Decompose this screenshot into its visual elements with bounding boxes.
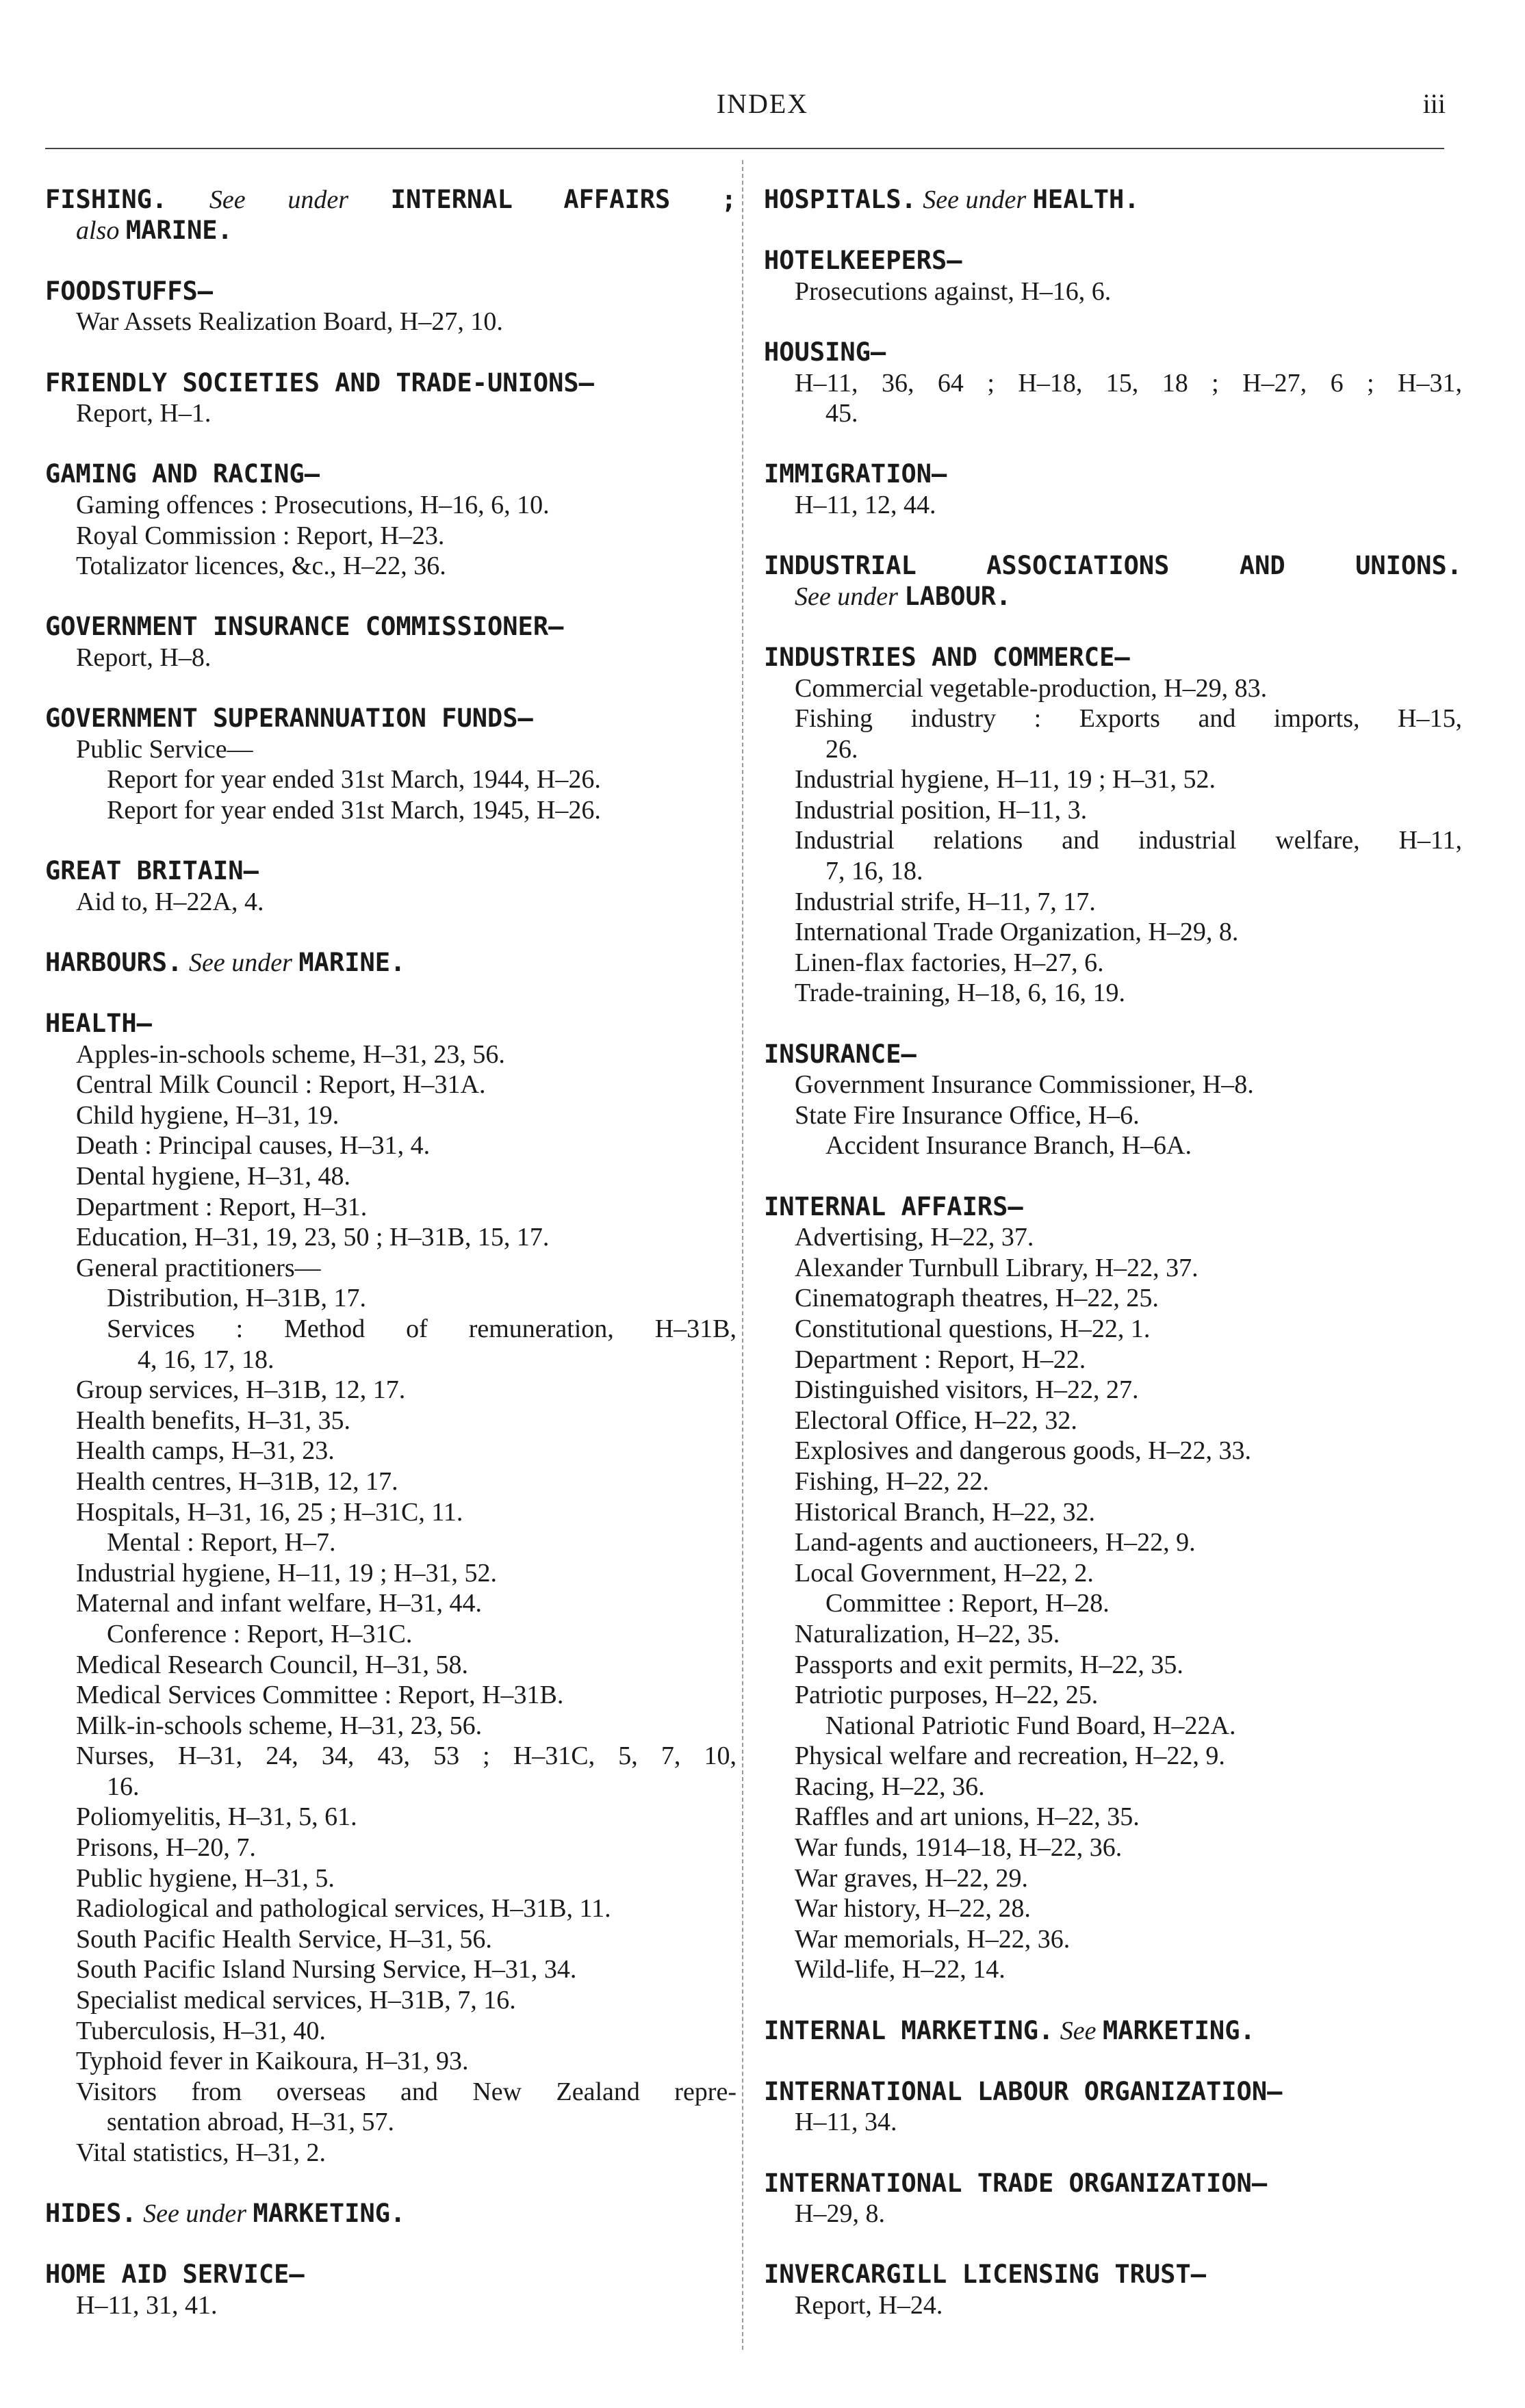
sub-entry: Industrial hygiene, H–11, 19 ; H–31, 52. [76,1558,497,1588]
sub-entry: Department : Report, H–31. [76,1192,368,1221]
entry-heading: HOME AID SERVICE— [45,2260,305,2290]
sub-entry: Racing, H–22, 36. [795,1772,985,1801]
sub-entry: Physical welfare and recreation, H–22, 9. [795,1742,1225,1771]
sub-entry: Land-agents and auctioneers, H–22, 9. [795,1528,1196,1557]
index-entry-housing [764,337,1462,429]
entry-heading: INTERNAL AFFAIRS— [764,1191,1023,1221]
index-entry-immigration [764,459,1462,520]
index-entry-home-aid [45,2260,736,2320]
index-entry-foodstuffs [45,276,736,337]
page-title: INDEX [716,88,809,119]
entry-heading: INTERNAL MARKETING. [764,2015,1054,2045]
sub-entry: Death : Principal causes, H–31, 4. [76,1131,431,1161]
sub-entry: Report, H–8. [76,643,212,672]
index-entry-internal-marketing [764,2016,1462,2047]
sub-entry: Distinguished visitors, H–22, 27. [795,1375,1139,1405]
sub-entry: National Patriotic Fund Board, H–22A. [825,1711,1236,1740]
sub-entry: Child hygiene, H–31, 19. [76,1100,339,1130]
index-entry-gaming-racing [45,459,736,581]
sub-entry: Raffles and art unions, H–22, 35. [795,1802,1140,1832]
sub-entry: H–11, 34. [795,2108,897,2137]
index-entry-internal-affairs [764,1192,1462,1985]
sub-entry: Prosecutions against, H–16, 6. [795,276,1112,306]
sub-entry: Tuberculosis, H–31, 40. [76,2016,326,2045]
sub-entry: Electoral Office, H–22, 32. [795,1406,1077,1435]
sub-entry: Radiological and pathological services, H–31B, 11. [76,1894,611,1924]
sub-entry: South Pacific Island Nursing Service, H–31, 34. [76,1955,577,1984]
index-entry-invercargill [764,2260,1462,2320]
entry-heading: FOODSTUFFS— [45,276,214,306]
sub-entry: International Trade Organization, H–29, 8. [795,918,1239,947]
page-number: iii [1422,88,1446,119]
sub-entry: War memorials, H–22, 36. [795,1924,1071,1954]
sub-entry: Industrial strife, H–11, 7, 17. [795,887,1096,916]
sub-entry: Maternal and infant welfare, H–31, 44. [76,1589,483,1618]
cross-reference: INTERNAL AFFAIRS ; [390,185,737,214]
see-reference: See under [143,2199,247,2229]
sub-entry: Public hygiene, H–31, 5. [76,1863,335,1893]
sub-entry: South Pacific Health Service, H–31, 56. [76,1924,492,1954]
index-entry-industries-commerce [764,643,1462,1009]
sub-entry: Central Milk Council : Report, H–31A. [76,1070,486,1100]
entry-heading: FISHING. [45,185,168,214]
sub-entry: Health centres, H–31B, 12, 17. [76,1466,398,1496]
entry-heading: INVERCARGILL LICENSING TRUST— [764,2260,1207,2290]
sub-entry: Dental hygiene, H–31, 48. [76,1162,351,1191]
sub-entry: Industrial hygiene, H–11, 19 ; H–31, 52. [795,765,1216,794]
sub-entry: Committee : Report, H–28. [825,1589,1110,1618]
sub-entry: Milk-in-schools scheme, H–31, 23, 56. [76,1711,483,1740]
index-entry-hotelkeepers [764,246,1462,307]
cross-reference: MARINE. [125,215,233,245]
sub-entry: Visitors from overseas and New Zealand repre- [76,2077,736,2106]
index-entry-hospitals [764,185,1462,216]
entry-heading: GAMING AND RACING— [45,459,320,489]
sub-entry: Prisons, H–20, 7. [76,1833,256,1863]
sub-entry: Advertising, H–22, 37. [795,1223,1034,1252]
sub-entry: General practitioners— [76,1253,321,1282]
index-entry-insurance [764,1039,1462,1161]
cross-reference: LABOUR. [904,581,1012,611]
sub-entry: Totalizator licences, &c., H–22, 36. [76,552,446,581]
sub-entry: H–11, 36, 64 ; H–18, 15, 18 ; H–27, 6 ; H–31, [795,368,1462,398]
entry-heading: INTERNATIONAL TRADE ORGANIZATION— [764,2168,1268,2198]
see-reference: See [1060,2016,1097,2045]
sub-entry: Health camps, H–31, 23. [76,1436,335,1466]
sub-entry: Naturalization, H–22, 35. [795,1619,1060,1648]
sub-entry: Trade-training, H–18, 6, 16, 19. [795,979,1126,1008]
index-entry-harbours [45,948,736,979]
sub-entry: H–11, 31, 41. [76,2290,218,2320]
sub-entry: Department : Report, H–22. [795,1345,1086,1374]
sub-entry: Public Service— [76,734,253,764]
index-entry-fishing [45,185,736,246]
index-entry-hides [45,2199,736,2229]
cross-reference: HEALTH. [1032,185,1140,214]
sub-entry: Specialist medical services, H–31B, 7, 16. [76,1986,516,2015]
see-also-reference: also [76,216,120,245]
cross-reference: MARKETING. [253,2199,406,2229]
sub-entry: Report for year ended 31st March, 1944, H–26. [107,765,601,794]
sub-entry: Government Insurance Commissioner, H–8. [795,1070,1254,1100]
sub-entry: Fishing industry : Exports and imports, H–15, [795,704,1462,734]
sub-entry: Education, H–31, 19, 23, 50 ; H–31B, 15, 17. [76,1223,550,1252]
sub-entry: Health benefits, H–31, 35. [76,1406,351,1435]
entry-heading: GOVERNMENT SUPERANNUATION FUNDS— [45,703,533,734]
sub-entry: Nurses, H–31, 24, 34, 43, 53 ; H–31C, 5, 7, 10, [76,1742,736,1771]
column-divider [742,160,743,2350]
sub-entry: Royal Commission : Report, H–23. [76,521,445,550]
cross-reference: MARINE. [298,947,406,977]
entry-heading: IMMIGRATION— [764,459,947,489]
sub-entry: Fishing, H–22, 22. [795,1466,989,1496]
sub-entry-continued: 16. [107,1772,140,1801]
sub-entry: Accident Insurance Branch, H–6A. [825,1131,1192,1161]
see-reference: See under [188,948,292,977]
see-reference: See under [923,185,1027,214]
sub-entry: Group services, H–31B, 12, 17. [76,1375,406,1405]
sub-entry: H–29, 8. [795,2199,885,2229]
sub-entry: Commercial vegetable-production, H–29, 83. [795,673,1268,703]
entry-heading: INSURANCE— [764,1039,917,1069]
sub-entry: War graves, H–22, 29. [795,1863,1028,1893]
sub-entry: Passports and exit permits, H–22, 35. [795,1650,1183,1679]
sub-entry: Apples-in-schools scheme, H–31, 23, 56. [76,1039,505,1069]
sub-entry: Industrial position, H–11, 3. [795,795,1088,825]
entry-heading: FRIENDLY SOCIETIES AND TRADE-UNIONS— [45,367,594,398]
sub-entry: Medical Services Committee : Report, H–31B. [76,1681,564,1710]
sub-entry: Report, H–24. [795,2290,943,2320]
sub-entry: Poliomyelitis, H–31, 5, 61. [76,1802,357,1832]
sub-entry: H–11, 12, 44. [795,490,936,519]
sub-entry: Services : Method of remuneration, H–31B, [107,1314,736,1343]
entry-heading: GREAT BRITAIN— [45,856,259,886]
sub-entry-continued: 45. [825,399,858,428]
sub-entry: Alexander Turnbull Library, H–22, 37. [795,1253,1199,1282]
cross-reference: MARKETING. [1102,2015,1255,2045]
sub-entry-continued: 4, 16, 17, 18. [138,1345,274,1374]
index-column-right [764,185,1462,2351]
sub-entry: Explosives and dangerous goods, H–22, 33. [795,1436,1252,1466]
sub-entry: Mental : Report, H–7. [107,1528,336,1557]
entry-heading: HIDES. [45,2199,137,2229]
sub-entry: Historical Branch, H–22, 32. [795,1497,1096,1527]
entry-heading: INDUSTRIAL ASSOCIATIONS AND UNIONS. [764,551,1462,581]
sub-entry: Patriotic purposes, H–22, 25. [795,1681,1099,1710]
sub-entry: Vital statistics, H–31, 2. [76,2138,326,2167]
index-entry-industrial-associations [764,551,1462,612]
sub-entry: Hospitals, H–31, 16, 25 ; H–31C, 11. [76,1497,463,1527]
entry-heading: HEALTH— [45,1009,152,1039]
sub-entry-continued: 26. [825,734,858,764]
sub-entry: Medical Research Council, H–31, 58. [76,1650,469,1679]
sub-entry: Typhoid fever in Kaikoura, H–31, 93. [76,2047,469,2076]
index-entry-great-britain [45,856,736,917]
sub-entry: Local Government, H–22, 2. [795,1558,1094,1588]
sub-entry-continued: 7, 16, 18. [825,857,923,886]
sub-entry: War history, H–22, 28. [795,1894,1031,1924]
index-column-left [45,185,736,2351]
sub-entry: Wild-life, H–22, 14. [795,1955,1005,1984]
sub-entry: Industrial relations and industrial welfare, H–11, [795,826,1462,855]
sub-entry: Cinematograph theatres, H–22, 25. [795,1284,1159,1313]
sub-entry: Aid to, H–22A, 4. [76,887,264,916]
sub-entry-continued: sentation abroad, H–31, 57. [107,2108,395,2137]
header-rule [45,148,1444,149]
see-reference: See under [209,185,348,214]
sub-entry: Linen-flax factories, H–27, 6. [795,948,1104,977]
sub-entry: Gaming offences : Prosecutions, H–16, 6, 10. [76,490,550,519]
sub-entry: War funds, 1914–18, H–22, 36. [795,1833,1123,1863]
entry-heading: HOSPITALS. [764,185,917,214]
sub-entry: Conference : Report, H–31C. [107,1619,413,1648]
sub-entry: War Assets Realization Board, H–27, 10. [76,307,503,337]
index-entry-ito [764,2169,1462,2229]
sub-entry: Constitutional questions, H–22, 1. [795,1314,1151,1343]
sub-entry: State Fire Insurance Office, H–6. [795,1100,1140,1130]
sub-entry: Distribution, H–31B, 17. [107,1284,366,1313]
index-entry-gov-insurance [45,612,736,673]
index-entry-friendly-societies [45,368,736,429]
index-entry-ilo [764,2077,1462,2138]
see-reference: See under [795,582,898,611]
index-entry-health [45,1009,736,2169]
entry-heading: HOTELKEEPERS— [764,246,962,276]
entry-heading: INDUSTRIES AND COMMERCE— [764,642,1130,672]
entry-heading: INTERNATIONAL LABOUR ORGANIZATION— [764,2076,1283,2106]
entry-heading: HOUSING— [764,337,886,367]
sub-entry: Report for year ended 31st March, 1945, H–26. [107,795,601,825]
entry-heading: HARBOURS. [45,947,183,977]
entry-heading: GOVERNMENT INSURANCE COMMISSIONER— [45,612,564,642]
sub-entry: Report, H–1. [76,399,212,428]
index-entry-gov-superannuation [45,703,736,825]
